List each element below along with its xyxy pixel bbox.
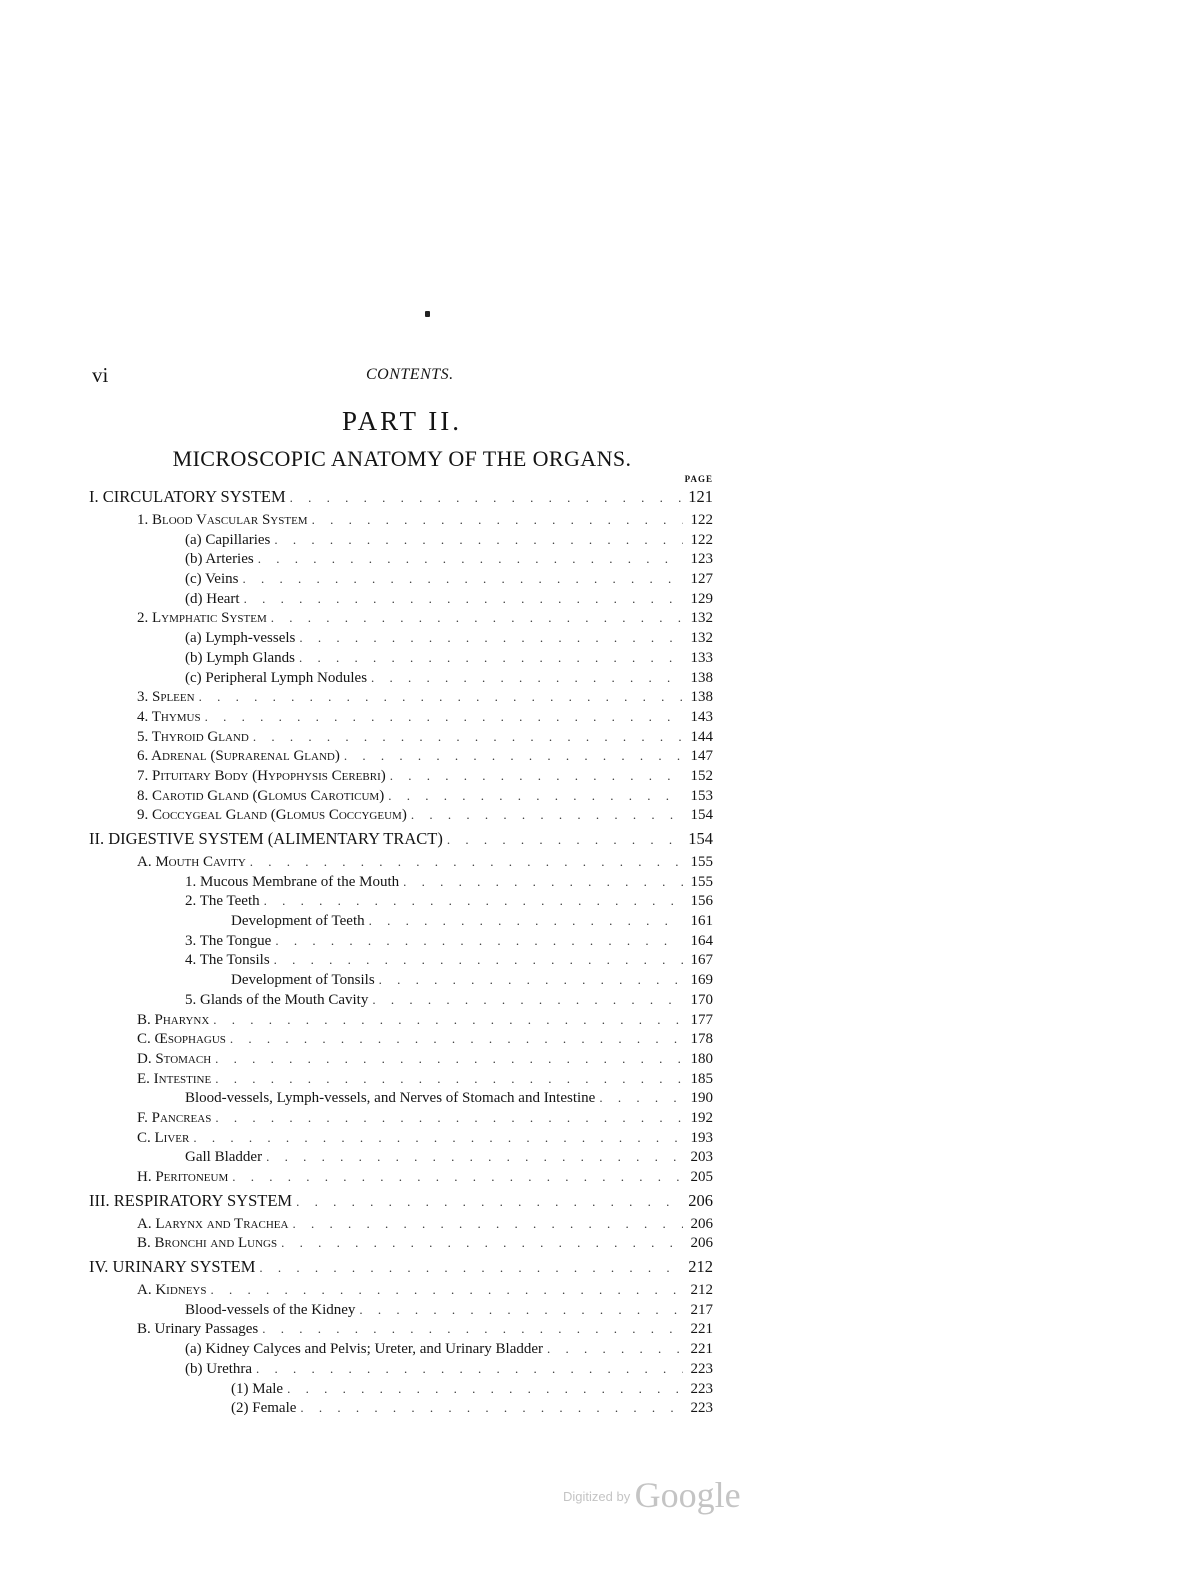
- toc-entry-title: B. Pharynx: [137, 1011, 210, 1028]
- toc-entry-title: (b) Urethra: [185, 1360, 253, 1377]
- dot-leader: [287, 1379, 683, 1399]
- toc-page-number: 206: [688, 1190, 713, 1210]
- toc-page-number: 203: [690, 1149, 713, 1166]
- toc-page-number: 122: [690, 531, 713, 548]
- running-title: CONTENTS.: [366, 366, 454, 383]
- toc-page-number: 123: [690, 551, 713, 568]
- dot-leader: [215, 1049, 683, 1069]
- toc-entry-title: F. Pancreas: [137, 1109, 212, 1126]
- toc-entry-title: Blood-vessels of the Kidney: [185, 1301, 356, 1318]
- dot-leader: [193, 1128, 683, 1148]
- toc-row: [89, 687, 713, 707]
- toc-row: [89, 1167, 713, 1187]
- dot-leader: [215, 1069, 683, 1089]
- toc-page-number: 143: [690, 708, 713, 725]
- toc-row: [89, 1280, 713, 1300]
- toc-page-number: 205: [690, 1169, 713, 1185]
- toc-entry-title: 4. The Tonsils: [185, 952, 270, 969]
- toc-page-number: 154: [690, 807, 713, 824]
- toc-row: [89, 1029, 713, 1049]
- toc-page-number: 221: [690, 1321, 713, 1338]
- toc-page-number: 178: [690, 1031, 713, 1048]
- toc-entry-title: 7. Pituitary Body (Hypophysis Cerebri): [137, 767, 386, 784]
- dot-leader: [299, 648, 683, 668]
- page-column-label: PAGE: [684, 474, 713, 484]
- digitized-watermark: [563, 1474, 741, 1516]
- toc-row: [89, 852, 713, 872]
- dot-leader: [232, 1167, 683, 1187]
- toc-page-number: 167: [690, 952, 713, 969]
- dot-leader: [250, 852, 683, 872]
- dot-leader: [312, 510, 683, 530]
- toc-page-number: 206: [690, 1215, 713, 1232]
- dot-leader: [259, 1254, 683, 1281]
- dot-leader: [271, 608, 683, 628]
- toc-row: [89, 1233, 713, 1253]
- stray-ink-dot: [425, 311, 430, 317]
- toc-row: [89, 1319, 713, 1339]
- toc-row: [89, 1300, 713, 1320]
- toc-entry-title: C. Œsophagus: [137, 1031, 226, 1048]
- dot-leader: [290, 484, 683, 511]
- toc-entry-title: 2. Lymphatic System: [137, 610, 267, 627]
- toc-entry-title: D. Stomach: [137, 1050, 212, 1067]
- toc-row: [89, 1359, 713, 1379]
- toc-entry-title: Gall Bladder: [185, 1149, 263, 1166]
- toc-entry-title: A. Kidneys: [137, 1282, 207, 1299]
- dot-leader: [230, 1029, 683, 1049]
- toc-page-number: 190: [690, 1090, 713, 1107]
- toc-page-number: 154: [688, 829, 713, 848]
- dot-leader: [281, 1233, 683, 1253]
- dot-leader: [371, 668, 683, 688]
- toc-page-number: 212: [688, 1257, 713, 1277]
- toc-row: [89, 970, 713, 990]
- toc-entry-title: A. Mouth Cavity: [137, 854, 246, 870]
- toc-entry-title: 6. Adrenal (Suprarenal Gland): [137, 748, 340, 765]
- toc-row: [89, 648, 713, 668]
- toc-row: [89, 1214, 713, 1234]
- toc-row: [89, 1398, 713, 1418]
- dot-leader: [299, 628, 683, 648]
- toc-page-number: 161: [690, 913, 713, 930]
- toc-entry-title: II. DIGESTIVE SYSTEM (ALIMENTARY TRACT): [89, 829, 443, 848]
- toc-row: [89, 483, 713, 510]
- google-logo: Google: [634, 1475, 741, 1515]
- toc-page-number: 152: [690, 767, 713, 784]
- dot-leader: [403, 872, 683, 892]
- dot-leader: [379, 970, 683, 990]
- toc-entry-title: 4. Thymus: [137, 708, 201, 725]
- toc-row: [89, 1049, 713, 1069]
- dot-leader: [274, 530, 683, 550]
- dot-leader: [199, 687, 683, 707]
- dot-leader: [264, 891, 683, 911]
- toc-page-number: 217: [690, 1301, 713, 1318]
- toc-page-number: 221: [690, 1341, 713, 1358]
- page-number: vi: [92, 363, 109, 387]
- toc-row: [89, 1088, 713, 1108]
- toc-page-number: 133: [690, 649, 713, 666]
- toc-row: [89, 608, 713, 628]
- toc-row: [89, 707, 713, 727]
- dot-leader: [213, 1010, 683, 1030]
- dot-leader: [547, 1339, 683, 1359]
- toc-page-number: 138: [690, 689, 713, 706]
- dot-leader: [211, 1280, 684, 1300]
- toc-page-number: 156: [690, 893, 713, 910]
- toc-entry-title: (a) Lymph-vessels: [185, 630, 296, 647]
- toc-page-number: 185: [690, 1070, 713, 1087]
- toc-page-number: 223: [690, 1360, 713, 1377]
- toc-page-number: 169: [690, 972, 713, 989]
- toc-entry-title: E. Intestine: [137, 1070, 212, 1087]
- toc-row: [89, 1339, 713, 1359]
- dot-leader: [244, 589, 683, 609]
- part-title: PART II.: [342, 406, 462, 436]
- toc-row: [89, 668, 713, 688]
- toc-entry-title: 8. Carotid Gland (Glomus Caroticum): [137, 787, 385, 804]
- toc-row: [89, 589, 713, 609]
- toc-entry-title: 9. Coccygeal Gland (Glomus Coccygeum): [137, 807, 407, 824]
- toc-row: [89, 549, 713, 569]
- toc-entry-title: (a) Kidney Calyces and Pelvis; Ureter, and Urinary Bladder: [185, 1341, 544, 1358]
- toc-entry-title: (c) Veins: [185, 571, 239, 588]
- toc-page-number: 121: [688, 487, 713, 506]
- toc-page-number: 180: [690, 1050, 713, 1067]
- toc-row: [89, 805, 713, 825]
- toc-row: [89, 569, 713, 589]
- toc-row: [89, 1128, 713, 1148]
- toc-entry-title: 1. Mucous Membrane of the Mouth: [185, 873, 400, 890]
- toc-page-number: 138: [690, 669, 713, 686]
- toc-row: [89, 786, 713, 806]
- toc-row: [89, 1253, 713, 1280]
- toc-entry-title: (a) Capillaries: [185, 531, 271, 548]
- toc-entry-title: IV. URINARY SYSTEM: [89, 1257, 256, 1277]
- dot-leader: [256, 1359, 683, 1379]
- toc-page-number: 127: [690, 571, 713, 588]
- toc-entry-title: 3. The Tongue: [185, 932, 272, 949]
- toc-page-number: 206: [690, 1235, 713, 1252]
- toc-entry-title: C. Liver: [137, 1129, 190, 1146]
- toc-entry-title: I. CIRCULATORY SYSTEM: [89, 487, 286, 506]
- toc-entry-title: Development of Teeth: [231, 913, 365, 930]
- toc-row: [89, 950, 713, 970]
- toc-row: [89, 872, 713, 892]
- toc-row: [89, 530, 713, 550]
- toc-page-number: 153: [690, 787, 713, 804]
- toc-row: [89, 911, 713, 931]
- dot-leader: [258, 549, 683, 569]
- dot-leader: [215, 1108, 683, 1128]
- toc-page-number: 132: [690, 630, 713, 647]
- dot-leader: [390, 766, 683, 786]
- toc-entry-title: B. Bronchi and Lungs: [137, 1235, 278, 1252]
- toc-page-number: 129: [690, 590, 713, 607]
- toc-page-number: 193: [690, 1129, 713, 1146]
- toc-entry-title: 1. Blood Vascular System: [137, 512, 308, 528]
- dot-leader: [369, 911, 683, 931]
- toc-entry-title: (2) Female: [231, 1400, 297, 1417]
- dot-leader: [266, 1147, 683, 1167]
- dot-leader: [292, 1214, 683, 1234]
- toc-page-number: 212: [690, 1282, 713, 1299]
- toc-entry-title: (c) Peripheral Lymph Nodules: [185, 669, 368, 686]
- toc-row: [89, 1108, 713, 1128]
- toc-row: [89, 746, 713, 766]
- toc-entry-title: B. Urinary Passages: [137, 1321, 259, 1338]
- toc-entry-title: 5. Thyroid Gland: [137, 728, 249, 745]
- watermark-prefix: Digitized by: [563, 1489, 631, 1504]
- toc-row: [89, 825, 713, 852]
- dot-leader: [274, 950, 683, 970]
- toc-row: [89, 628, 713, 648]
- toc-page-number: 155: [690, 873, 713, 890]
- toc-entry-title: III. RESPIRATORY SYSTEM: [89, 1190, 293, 1210]
- toc-row: [89, 1379, 713, 1399]
- toc-entry-title: Development of Tonsils: [231, 972, 375, 989]
- toc-page-number: 122: [690, 512, 713, 528]
- dot-leader: [411, 805, 683, 825]
- section-title: MICROSCOPIC ANATOMY OF THE ORGANS.: [172, 446, 632, 471]
- dot-leader: [372, 990, 683, 1010]
- toc-page-number: 170: [690, 991, 713, 1008]
- dot-leader: [205, 707, 683, 727]
- dot-leader: [388, 786, 683, 806]
- toc-entry-title: (b) Arteries: [185, 551, 254, 568]
- toc-page-number: 155: [690, 854, 713, 870]
- dot-leader: [447, 826, 683, 853]
- toc-row: [89, 766, 713, 786]
- table-of-contents: [89, 483, 713, 1418]
- toc-page-number: 132: [690, 610, 713, 627]
- toc-page-number: 147: [690, 748, 713, 765]
- toc-page-number: 192: [690, 1109, 713, 1126]
- dot-leader: [253, 727, 683, 747]
- toc-entry-title: H. Peritoneum: [137, 1169, 229, 1185]
- toc-row: [89, 891, 713, 911]
- toc-row: [89, 510, 713, 530]
- toc-entry-title: Blood-vessels, Lymph-vessels, and Nerves of Stomach and Intestine: [185, 1090, 596, 1107]
- dot-leader: [344, 746, 683, 766]
- dot-leader: [296, 1188, 683, 1215]
- dot-leader: [275, 931, 683, 951]
- toc-entry-title: 2. The Teeth: [185, 893, 260, 910]
- toc-row: [89, 1069, 713, 1089]
- dot-leader: [300, 1398, 683, 1418]
- dot-leader: [262, 1319, 683, 1339]
- toc-row: [89, 1187, 713, 1214]
- dot-leader: [242, 569, 683, 589]
- toc-entry-title: (d) Heart: [185, 590, 240, 607]
- toc-entry-title: (b) Lymph Glands: [185, 649, 295, 666]
- toc-entry-title: (1) Male: [231, 1380, 284, 1397]
- dot-leader: [599, 1088, 683, 1108]
- dot-leader: [359, 1300, 683, 1320]
- toc-entry-title: A. Larynx and Trachea: [137, 1215, 289, 1232]
- toc-row: [89, 1010, 713, 1030]
- toc-page-number: 177: [690, 1011, 713, 1028]
- toc-row: [89, 931, 713, 951]
- toc-page-number: 164: [690, 932, 713, 949]
- running-header: [92, 363, 712, 389]
- toc-row: [89, 1147, 713, 1167]
- toc-entry-title: 3. Spleen: [137, 689, 195, 706]
- toc-entry-title: 5. Glands of the Mouth Cavity: [185, 991, 369, 1008]
- toc-row: [89, 990, 713, 1010]
- toc-row: [89, 727, 713, 747]
- toc-page-number: 144: [690, 728, 713, 745]
- toc-page-number: 223: [690, 1400, 713, 1417]
- toc-page-number: 223: [690, 1380, 713, 1397]
